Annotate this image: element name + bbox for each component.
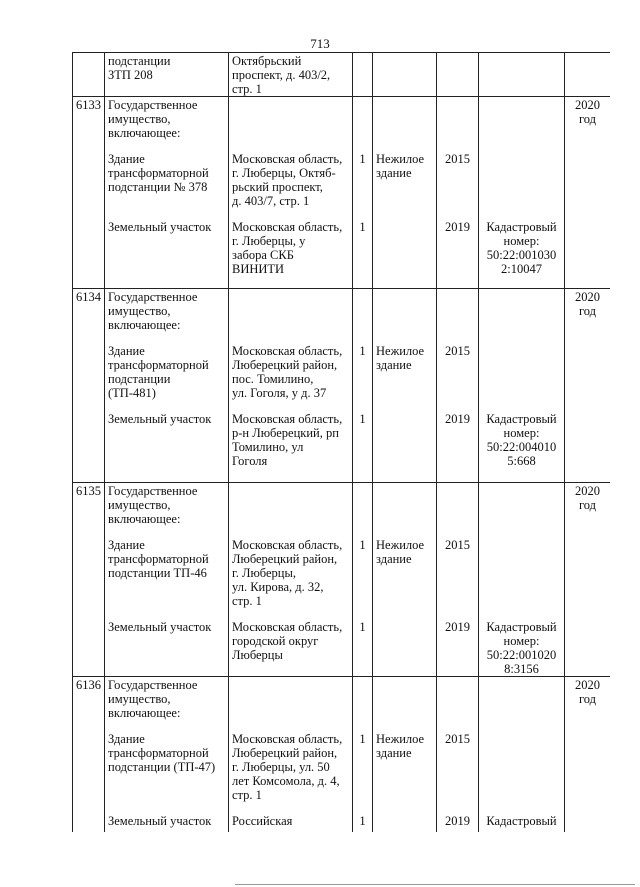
cell-text: 2020 [575, 98, 600, 112]
entry-row [73, 483, 611, 677]
spacer [356, 290, 369, 332]
entry-number [73, 97, 105, 289]
cell-text: 1 [359, 152, 366, 166]
cell-text: 1 [359, 732, 366, 746]
cell-text: имущество, [108, 692, 171, 706]
cell-text: подстанции [108, 372, 171, 386]
spacer [440, 208, 475, 220]
entry-cadastre-cell [479, 677, 565, 833]
entry-registration-year-cell [565, 97, 611, 289]
entry-name-cell [105, 677, 229, 833]
cell-text: г. Люберцы, [232, 566, 296, 580]
entry-qty-cell [353, 677, 373, 833]
spacer [356, 208, 369, 220]
cell-text: Земельный участок [108, 814, 212, 828]
spacer [232, 332, 349, 344]
spacer [440, 140, 475, 152]
spacer [356, 166, 369, 208]
entry-name-cell [105, 97, 229, 289]
cell-qty [353, 53, 373, 97]
cell-text: городской округ [232, 634, 319, 648]
spacer [232, 290, 349, 332]
cell-text: проспект, д. 403/2, [232, 68, 331, 82]
cell-text: трансформаторной [108, 166, 209, 180]
spacer [232, 678, 349, 720]
cell-text: 6135 [76, 484, 101, 498]
cell-text: 1 [359, 344, 366, 358]
cell-text: стр. 1 [232, 788, 262, 802]
spacer [440, 290, 475, 332]
cell-text: 2019 [445, 220, 470, 234]
cell-text: Люберецкий район, [232, 358, 338, 372]
cell-text: год [578, 692, 597, 706]
cell-text: Люберецкий район, [232, 552, 338, 566]
spacer [108, 774, 225, 802]
spacer [376, 98, 433, 140]
cell-text: номер: [503, 234, 540, 248]
entry-registration-year-cell [565, 677, 611, 833]
spacer [440, 802, 475, 814]
cell-text: имущество, [108, 112, 171, 126]
cell-text: здание [376, 552, 412, 566]
cell-text: 2019 [445, 814, 470, 828]
cell-text: 50:22:004010 [486, 440, 557, 454]
cell-text: Здание [108, 538, 145, 552]
spacer [376, 720, 433, 732]
cell-text: включающее: [108, 318, 181, 332]
entry-year-cell [437, 97, 479, 289]
entry-type-cell [373, 97, 437, 289]
spacer [482, 732, 561, 802]
entry-qty-cell [353, 289, 373, 483]
cell-text: включающее: [108, 126, 181, 140]
cell-text: 2020 [575, 484, 600, 498]
spacer [440, 98, 475, 140]
spacer [356, 358, 369, 400]
entry-number [73, 483, 105, 677]
spacer [108, 400, 225, 412]
cell-text: подстанции ТП-46 [108, 566, 207, 580]
cell-text: Нежилое [376, 152, 425, 166]
spacer [356, 552, 369, 608]
cell-text: трансформаторной [108, 746, 209, 760]
spacer [482, 152, 561, 208]
entry-year-cell [437, 483, 479, 677]
entry-cadastre-cell [479, 483, 565, 677]
cell-text: 2015 [445, 538, 470, 552]
spacer [440, 678, 475, 720]
spacer [482, 608, 561, 620]
cell-text: Московская область, [232, 412, 343, 426]
spacer [108, 608, 225, 620]
entry-name-cell [105, 289, 229, 483]
cell-text: 1 [359, 620, 366, 634]
cell-text: здание [376, 166, 412, 180]
cell-text: 6133 [76, 98, 101, 112]
spacer [108, 332, 225, 344]
spacer [232, 526, 349, 538]
cell-text: 2015 [445, 152, 470, 166]
cell-text: подстанции [108, 54, 171, 68]
cell-text: 2019 [445, 412, 470, 426]
spacer [440, 332, 475, 344]
cell-text: пос. Томилино, [232, 372, 314, 386]
spacer [356, 526, 369, 538]
spacer [482, 802, 561, 814]
spacer [108, 580, 225, 608]
entry-address-cell [229, 483, 353, 677]
entry-registration-year-cell [565, 289, 611, 483]
cell-type [373, 53, 437, 97]
cell-text: подстанции № 378 [108, 180, 208, 194]
cell-text: Нежилое [376, 538, 425, 552]
cell-text: 2020 [575, 678, 600, 692]
page-number: 713 [310, 36, 330, 51]
cell-text: забора СКБ [232, 248, 294, 262]
cell-text: 6136 [76, 678, 101, 692]
entry-type-cell [373, 677, 437, 833]
spacer [376, 678, 433, 720]
cell-text: Люберецкий район, [232, 746, 338, 760]
spacer [232, 608, 349, 620]
spacer [482, 678, 561, 720]
cell-text: ВИНИТИ [232, 262, 285, 276]
spacer [440, 358, 475, 400]
cell-text: 8:3156 [504, 662, 539, 676]
property-table-wrapper [72, 52, 610, 832]
spacer [232, 98, 349, 140]
cell-text: д. 403/7, стр. 1 [232, 194, 310, 208]
cell-name [105, 53, 229, 97]
cell-text: Томилино, ул [232, 440, 304, 454]
spacer [440, 608, 475, 620]
cell-text: 1 [359, 412, 366, 426]
cell-text: включающее: [108, 512, 181, 526]
bottom-rule [235, 884, 635, 885]
spacer [482, 484, 561, 526]
cell-text: 1 [359, 814, 366, 828]
entry-year-cell [437, 289, 479, 483]
cell-text: 5:668 [507, 454, 536, 468]
cell-text: здание [376, 358, 412, 372]
spacer [108, 208, 225, 220]
cell-text: лет Комсомола, д. 4, [232, 774, 340, 788]
spacer [232, 208, 349, 220]
spacer [482, 208, 561, 220]
spacer [482, 526, 561, 538]
cell-text: Кадастровый [486, 620, 557, 634]
cell-text: 50:22:001020 [486, 648, 557, 662]
cell-text: Земельный участок [108, 220, 212, 234]
cell-text: Государственное [108, 290, 198, 304]
cell-text: 2015 [445, 344, 470, 358]
cell-text: имущество, [108, 498, 171, 512]
spacer [482, 344, 561, 400]
entry-cadastre-cell [479, 289, 565, 483]
entry-address-cell [229, 677, 353, 833]
spacer [482, 290, 561, 332]
cell-text: 50:22:001030 [486, 248, 557, 262]
cell-text: Нежилое [376, 344, 425, 358]
spacer [356, 802, 369, 814]
cell-text: Здание [108, 344, 145, 358]
cell-text: стр. 1 [232, 594, 262, 608]
entry-qty-cell [353, 97, 373, 289]
spacer [108, 802, 225, 814]
cell-text: год [578, 304, 597, 318]
cell-text: Государственное [108, 678, 198, 692]
entry-registration-year-cell [565, 483, 611, 677]
entry-year-cell [437, 677, 479, 833]
spacer [482, 538, 561, 608]
cell-text: 2015 [445, 732, 470, 746]
cell-text: год [578, 112, 597, 126]
spacer [232, 140, 349, 152]
cell-text: включающее: [108, 706, 181, 720]
spacer [356, 332, 369, 344]
cell-text: (ТП-481) [108, 386, 156, 400]
cell-text: 1 [359, 538, 366, 552]
spacer [108, 140, 225, 152]
spacer [482, 720, 561, 732]
cell-text: г. Люберцы, у [232, 234, 306, 248]
spacer [376, 526, 433, 538]
cell-entry-year [565, 53, 611, 97]
spacer [356, 98, 369, 140]
cell-num [73, 53, 105, 97]
entry-row [73, 97, 611, 289]
entry-number [73, 289, 105, 483]
cell-text: здание [376, 746, 412, 760]
entry-address-cell [229, 289, 353, 483]
continuation-row [73, 53, 611, 97]
cell-text: 2019 [445, 620, 470, 634]
cell-text: Московская область, [232, 538, 343, 552]
spacer [376, 290, 433, 332]
spacer [108, 526, 225, 538]
cell-text: Московская область, [232, 620, 343, 634]
cell-text: Нежилое [376, 732, 425, 746]
spacer [376, 484, 433, 526]
entry-address-cell [229, 97, 353, 289]
cell-text: Гоголя [232, 454, 268, 468]
cell-text: 2020 [575, 290, 600, 304]
cell-cadastre [479, 53, 565, 97]
cell-address [229, 53, 353, 97]
cell-text: ул. Кирова, д. 32, [232, 580, 324, 594]
cell-text: трансформаторной [108, 552, 209, 566]
cell-text: г. Люберцы, ул. 50 [232, 760, 330, 774]
cell-text: трансформаторной [108, 358, 209, 372]
cell-year [437, 53, 479, 97]
cell-text: Кадастровый [486, 814, 557, 828]
entry-type-cell [373, 289, 437, 483]
entry-number [73, 677, 105, 833]
cell-text: Государственное [108, 98, 198, 112]
spacer [356, 608, 369, 620]
property-table-body [73, 53, 611, 833]
cell-text: Здание [108, 732, 145, 746]
spacer [232, 484, 349, 526]
spacer [482, 332, 561, 344]
spacer [482, 140, 561, 152]
cell-text: Российская [232, 814, 293, 828]
spacer [356, 746, 369, 802]
entry-type-cell [373, 483, 437, 677]
spacer [356, 484, 369, 526]
spacer [440, 746, 475, 802]
cell-text: Кадастровый [486, 412, 557, 426]
spacer [356, 140, 369, 152]
cell-text: р-н Люберецкий, рп [232, 426, 339, 440]
cell-text: Государственное [108, 484, 198, 498]
cell-text: 6134 [76, 290, 101, 304]
cell-text: ЗТП 208 [108, 68, 153, 82]
spacer [356, 678, 369, 720]
entry-name-cell [105, 483, 229, 677]
spacer [232, 400, 349, 412]
entry-cadastre-cell [479, 97, 565, 289]
entry-row [73, 289, 611, 483]
spacer [376, 140, 433, 152]
cell-text: Земельный участок [108, 620, 212, 634]
cell-text: ул. Гоголя, у д. 37 [232, 386, 327, 400]
cell-text: Люберцы [232, 648, 283, 662]
cell-text: год [578, 498, 597, 512]
cell-text: Здание [108, 152, 145, 166]
cell-text: Московская область, [232, 344, 343, 358]
cell-text: стр. 1 [232, 82, 262, 96]
spacer [376, 332, 433, 344]
cell-text: Кадастровый [486, 220, 557, 234]
spacer [440, 526, 475, 538]
spacer [356, 400, 369, 412]
cell-text: Московская область, [232, 220, 343, 234]
spacer [440, 166, 475, 208]
cell-text: рьский проспект, [232, 180, 323, 194]
cell-text: Московская область, [232, 152, 343, 166]
spacer [440, 720, 475, 732]
cell-text: 2:10047 [501, 262, 542, 276]
cell-text: г. Люберцы, Октяб- [232, 166, 336, 180]
entry-row [73, 677, 611, 833]
property-table [72, 52, 610, 832]
cell-text: Земельный участок [108, 412, 212, 426]
cell-text: Московская область, [232, 732, 343, 746]
spacer [232, 720, 349, 732]
cell-text: 1 [359, 220, 366, 234]
cell-text: номер: [503, 634, 540, 648]
spacer [482, 98, 561, 140]
spacer [108, 720, 225, 732]
spacer [232, 802, 349, 814]
spacer [356, 720, 369, 732]
cell-text: номер: [503, 426, 540, 440]
entry-qty-cell [353, 483, 373, 677]
cell-text: Октябрьский [232, 54, 302, 68]
spacer [108, 194, 225, 208]
spacer [440, 400, 475, 412]
spacer [482, 400, 561, 412]
cell-text: имущество, [108, 304, 171, 318]
spacer [440, 484, 475, 526]
spacer [440, 552, 475, 608]
cell-text: подстанции (ТП-47) [108, 760, 216, 774]
